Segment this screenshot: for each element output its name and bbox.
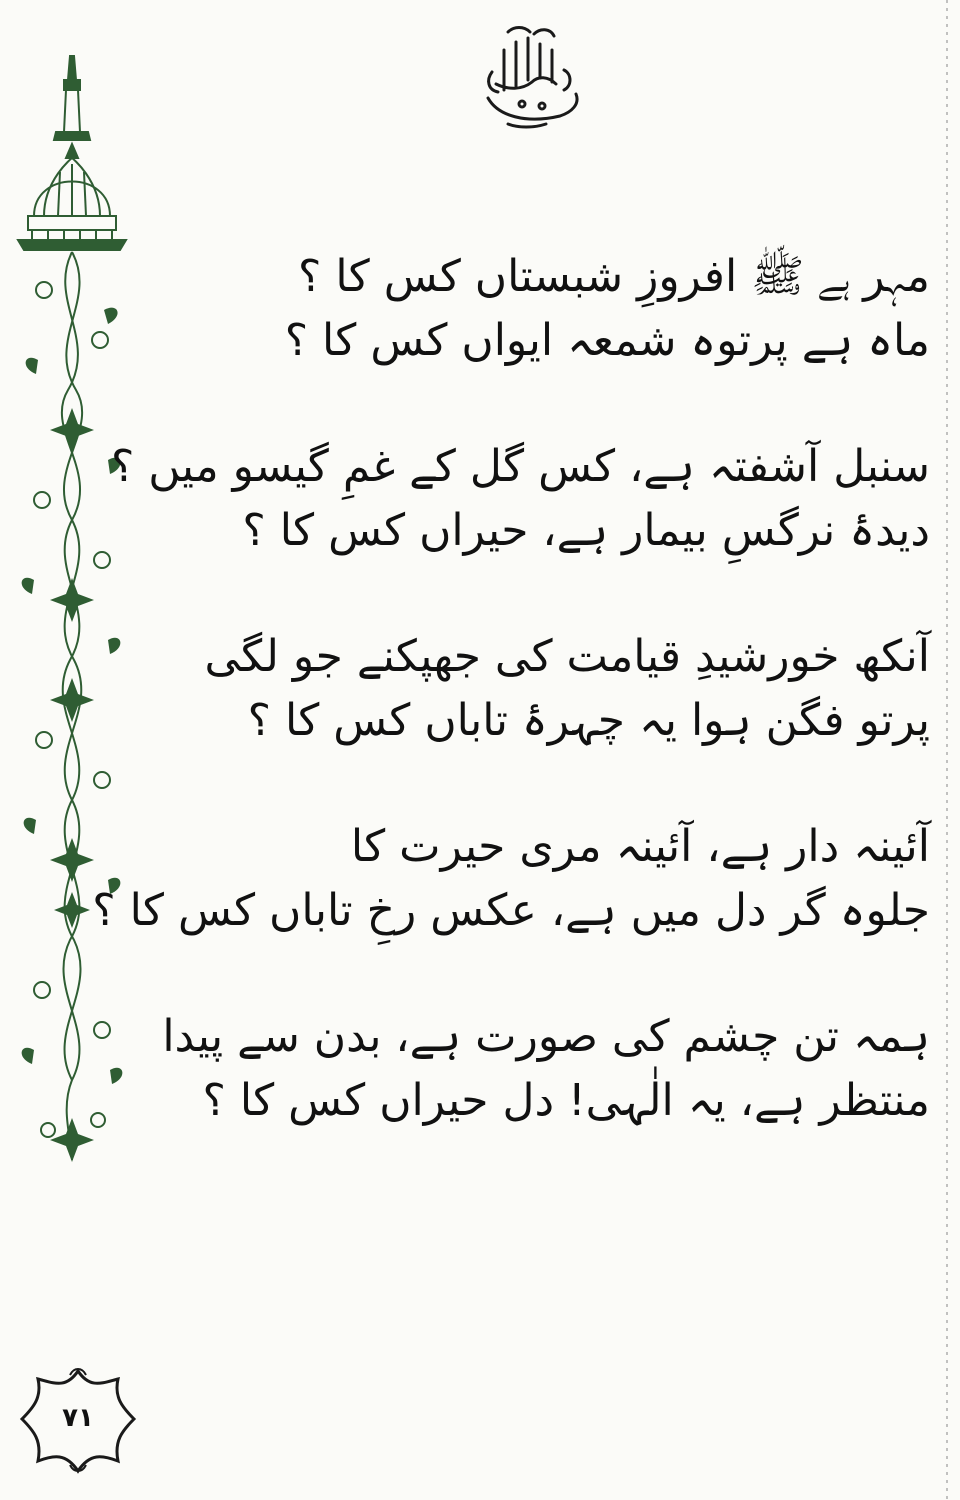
stanza-1 (210, 245, 930, 373)
minaret-floral-border-art (8, 40, 138, 1170)
poem-line: جلوہ گر دل میں ہے، عکس رخِ تاباں کس کا ؟ (92, 885, 930, 936)
poem (92, 245, 930, 1195)
poem-line: آنکھ خورشیدِ قیامت کی جھپکنے جو لگی (204, 631, 930, 682)
stanza-5 (162, 1005, 930, 1133)
calligraphy-seal-icon (468, 20, 590, 132)
stanza-3 (204, 625, 930, 753)
poem-line: مہر ہے ﷺ افروزِ شبستاں کس کا ؟ (298, 251, 930, 302)
stanza-4 (92, 815, 930, 943)
page-number: ۷۱ (62, 1403, 94, 1433)
stanza-2 (110, 435, 930, 563)
poem-line: ہمہ تن چشم کی صورت ہے، بدن سے پیدا (162, 1011, 930, 1062)
poem-line: منتظر ہے، یہ الٰہی! دل حیراں کس کا ؟ (202, 1075, 930, 1126)
poem-line: دیدۂ نرگسِ بیمار ہے، حیراں کس کا ؟ (242, 505, 930, 556)
page-number-badge (18, 1365, 138, 1475)
poem-line: آئینہ دار ہے، آئینہ مری حیرت کا (350, 821, 930, 872)
poem-line: پرتو فگن ہوا یہ چہرۂ تاباں کس کا ؟ (247, 695, 930, 746)
poem-line: سنبل آشفتہ ہے، کس گل کے غمِ گیسو میں ؟ (110, 441, 930, 492)
poem-line: ماہ ہے پرتوہ شمعہ ایواں کس کا ؟ (284, 315, 930, 366)
page-edge-dotted-line (946, 0, 948, 1500)
